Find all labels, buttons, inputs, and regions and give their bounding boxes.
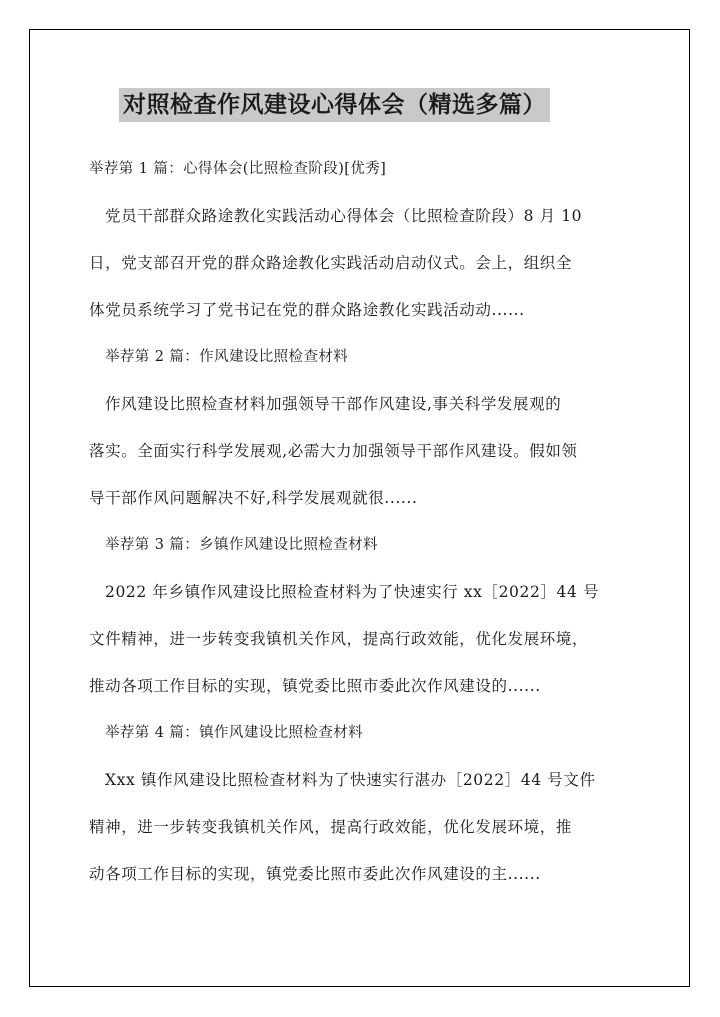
paragraph-line: 推动各项工作目标的实现，镇党委比照市委此次作风建设的...... xyxy=(89,677,541,695)
document-title: 对照检查作风建设心得体会（精选多篇） xyxy=(119,88,550,122)
paragraph-line: 体党员系统学习了党书记在党的群众路途教化实践活动动...... xyxy=(89,301,525,319)
section-heading: 举荐第 2 篇：作风建设比照检查材料 xyxy=(105,349,349,365)
paragraph-line: 2022 年乡镇作风建设比照检查材料为了快速实行 xx［2022］44 号 xyxy=(105,583,600,601)
paragraph-line: 作风建设比照检查材料加强领导干部作风建设,事关科学发展观的 xyxy=(105,395,562,413)
paragraph-line: 动各项工作目标的实现，镇党委比照市委此次作风建设的主...... xyxy=(89,865,541,883)
paragraph-line: 精神，进一步转变我镇机关作风，提高行政效能，优化发展环境，推 xyxy=(89,818,573,836)
paragraph-line: 党员干部群众路途教化实践活动心得体会（比照检查阶段）8 月 10 xyxy=(105,207,583,225)
section-heading: 举荐第 1 篇：心得体会(比照检查阶段)[优秀] xyxy=(89,161,387,177)
section-heading: 举荐第 4 篇：镇作风建设比照检查材料 xyxy=(105,725,364,741)
paragraph-line: 文件精神，进一步转变我镇机关作风，提高行政效能，优化发展环境， xyxy=(89,630,589,648)
paragraph-line: 日，党支部召开党的群众路途教化实践活动启动仪式。会上，组织全 xyxy=(89,254,573,272)
paragraph-line: Xxx 镇作风建设比照检查材料为了快速实行湛办［2022］44 号文件 xyxy=(105,771,596,789)
paragraph-line: 导干部作风问题解决不好,科学发展观就很...... xyxy=(89,489,418,507)
paragraph-line: 落实。全面实行科学发展观,必需大力加强领导干部作风建设。假如领 xyxy=(89,442,578,460)
document-body xyxy=(89,146,633,898)
section-heading: 举荐第 3 篇：乡镇作风建设比照检查材料 xyxy=(105,537,378,553)
